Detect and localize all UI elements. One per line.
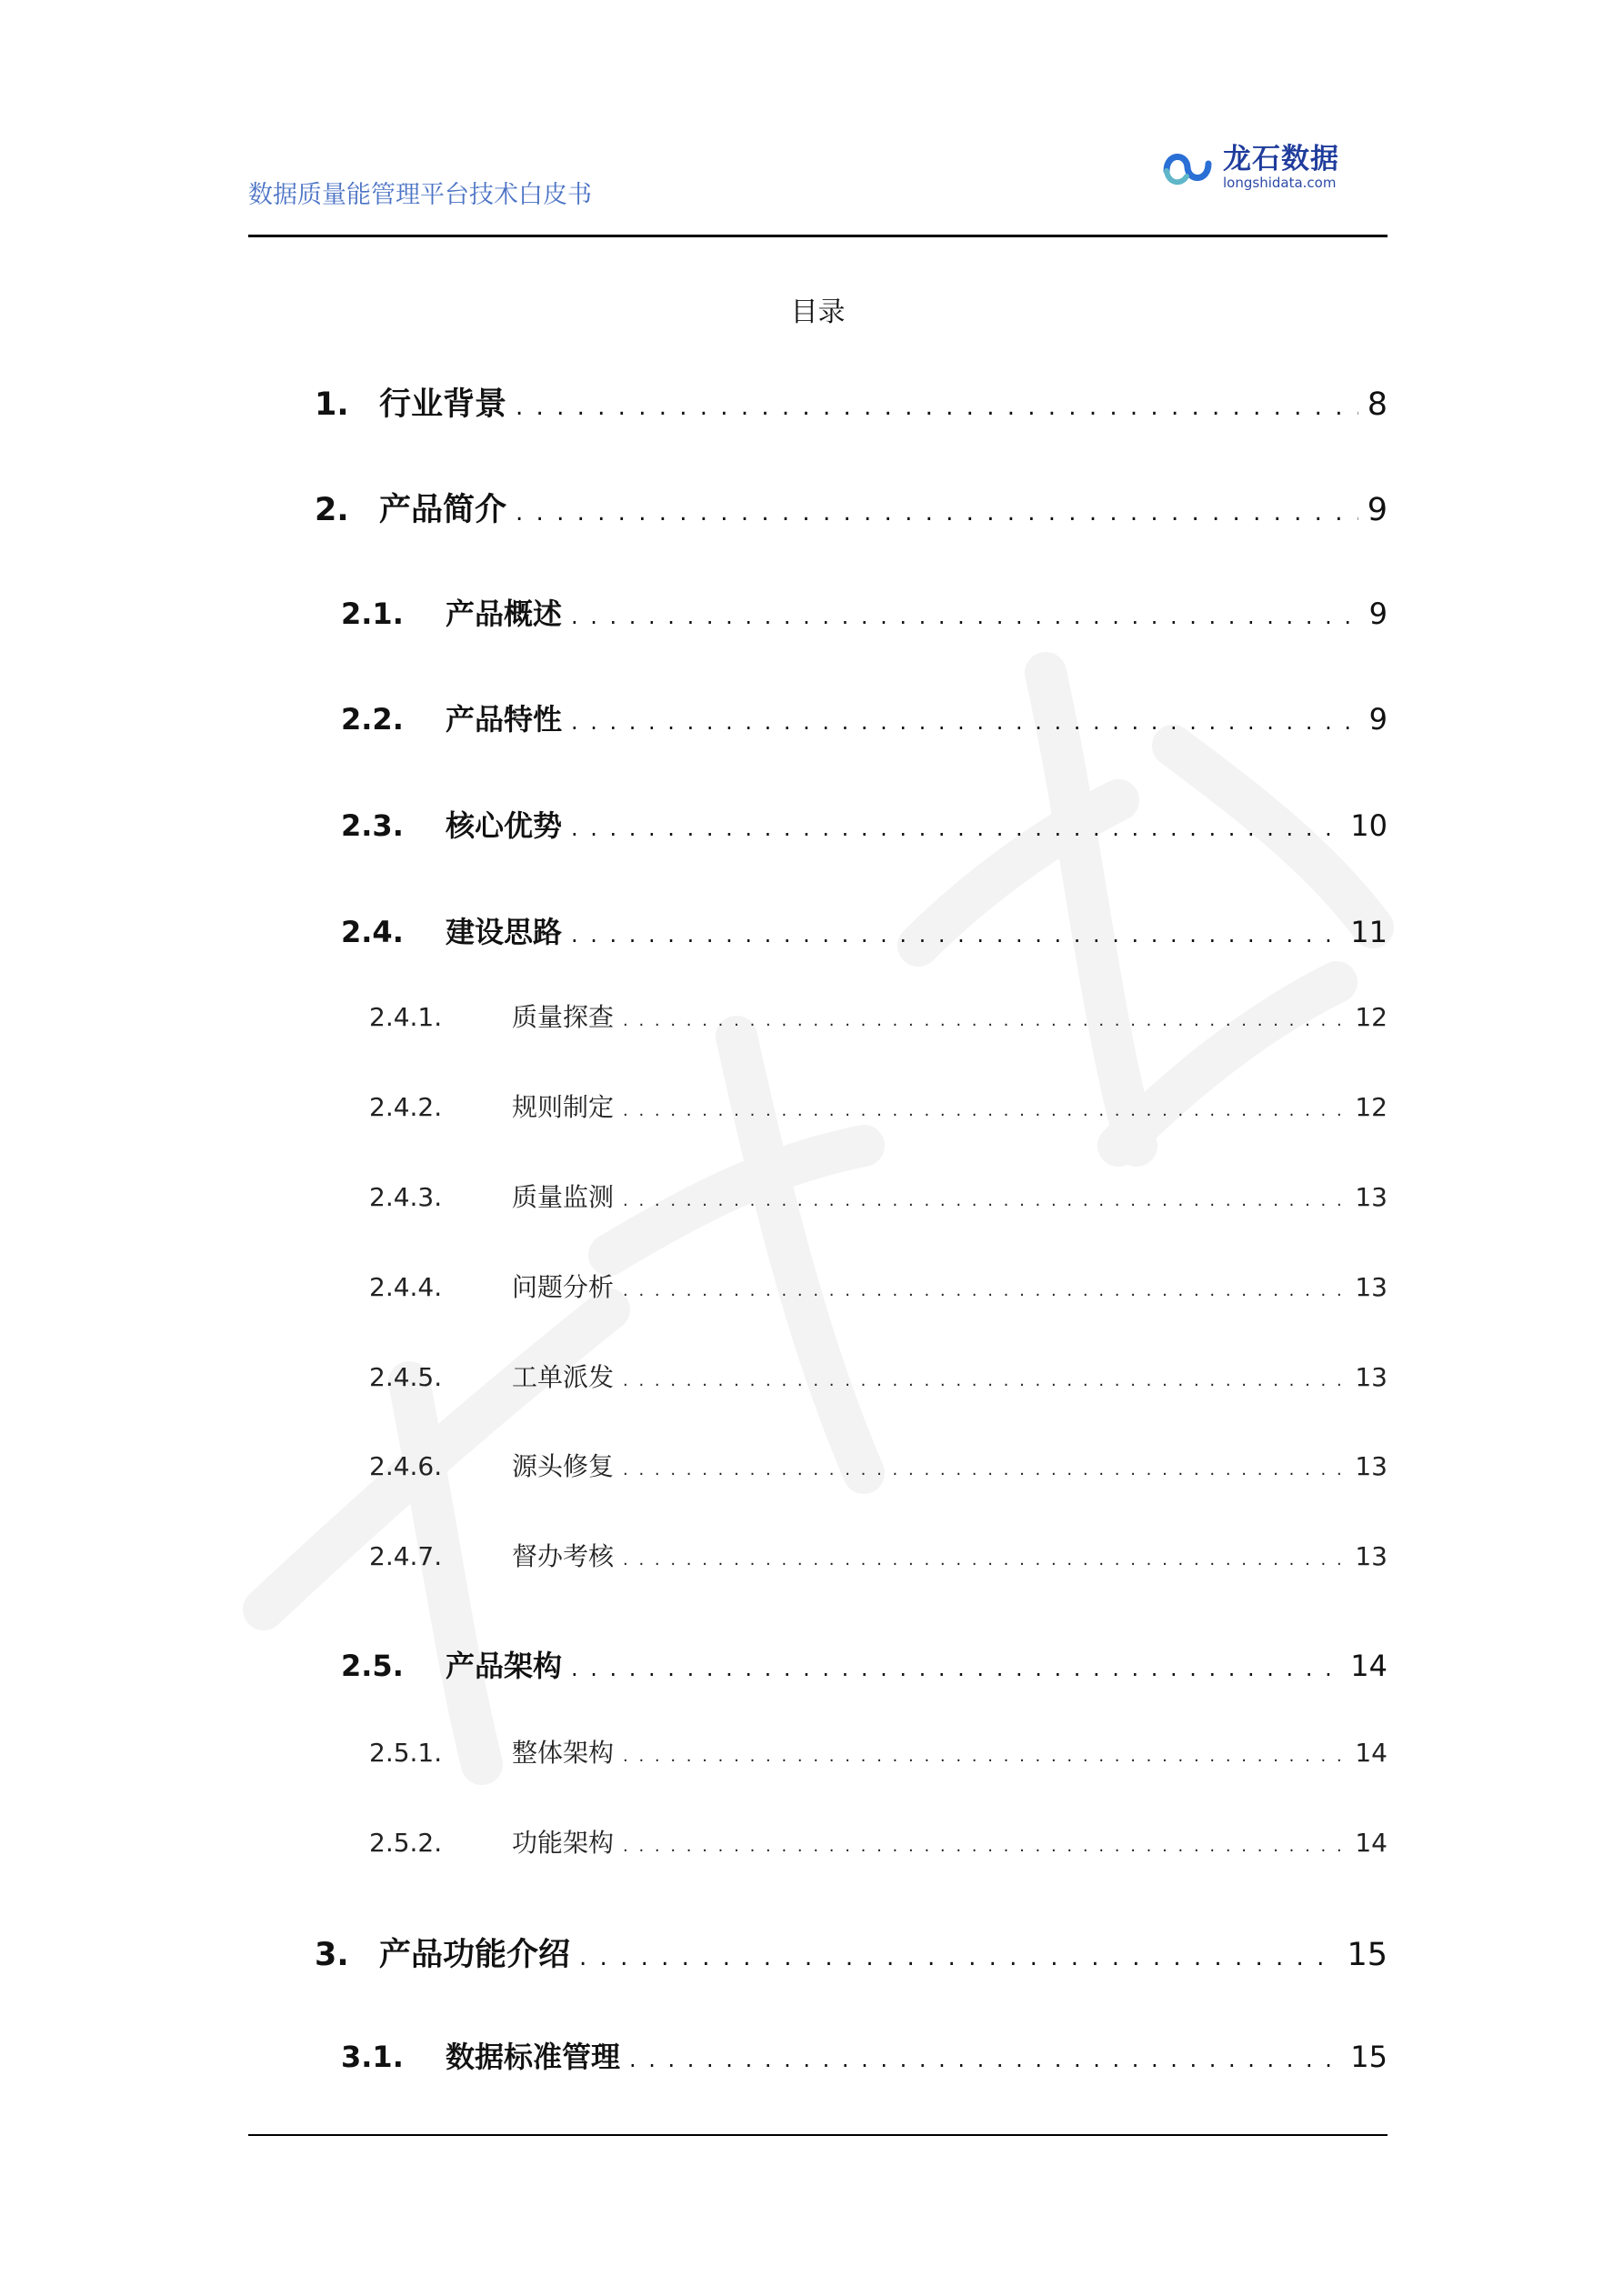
dot-leader	[579, 1944, 1337, 1971]
footer-rule	[248, 2134, 1388, 2136]
dot-leader	[623, 1371, 1346, 1390]
toc-entry-page: 13	[1355, 1541, 1388, 1571]
toc-entry-page: 9	[1367, 492, 1388, 528]
toc-entry-title: 产品功能介绍	[379, 1937, 571, 1973]
toc-entry[interactable]	[369, 1733, 1388, 1770]
toc-entry-page: 9	[1368, 597, 1388, 631]
toc-entry[interactable]	[341, 591, 1388, 633]
dot-leader	[623, 1460, 1346, 1479]
toc-entry-page: 14	[1350, 1649, 1388, 1683]
toc-entry-number: 2.4.1.	[369, 1002, 443, 1032]
toc-entry-page: 14	[1355, 1738, 1388, 1768]
toc-entry-title: 问题分析	[512, 1272, 615, 1302]
toc-entry-title: 产品简介	[379, 492, 507, 528]
toc-entry-number: 2.4.2.	[369, 1092, 443, 1122]
toc-entry[interactable]	[369, 1178, 1388, 1214]
toc-entry[interactable]	[369, 1537, 1388, 1573]
toc-entry-title: 规则制定	[512, 1092, 615, 1122]
toc-entry-page: 13	[1355, 1362, 1388, 1392]
dot-leader	[571, 816, 1341, 841]
toc-entry-page: 12	[1355, 1092, 1388, 1122]
toc-entry-title: 建设思路	[446, 915, 563, 949]
toc-entry-title: 产品概述	[446, 597, 563, 631]
toc-entry-title: 工单派发	[512, 1362, 615, 1392]
logo-cn-text: 龙石数据	[1223, 143, 1339, 175]
dot-leader	[623, 1281, 1346, 1300]
toc-entry-page: 15	[1347, 1937, 1388, 1973]
toc-entry-title: 源头修复	[512, 1451, 615, 1481]
dot-leader	[623, 1550, 1346, 1569]
toc-entry-title: 数据标准管理	[446, 2040, 621, 2074]
toc-entry-number: 2.2.	[341, 702, 404, 737]
toc-entry-number: 2.5.2.	[369, 1828, 443, 1858]
toc-entry-page: 8	[1367, 386, 1388, 423]
dot-leader	[623, 1837, 1346, 1856]
toc-entry-page: 10	[1350, 808, 1388, 843]
dot-leader	[516, 394, 1358, 421]
toc-entry-number: 2.1.	[341, 597, 404, 631]
toc-entry[interactable]	[369, 1823, 1388, 1860]
dot-leader	[516, 499, 1358, 526]
toc-entry[interactable]	[341, 803, 1388, 845]
toc-entry-page: 13	[1355, 1272, 1388, 1302]
toc-entry[interactable]	[341, 909, 1388, 951]
toc-entry-title: 核心优势	[446, 808, 563, 843]
toc-entry-title: 产品架构	[446, 1649, 563, 1683]
toc-entry-number: 1.	[315, 386, 349, 423]
toc-entry-page: 13	[1355, 1182, 1388, 1212]
toc-entry[interactable]	[341, 1643, 1388, 1685]
toc-entry[interactable]	[369, 1088, 1388, 1124]
toc-entry-page: 14	[1355, 1828, 1388, 1858]
dot-leader	[571, 709, 1360, 735]
toc-entry-number: 2.4.6.	[369, 1451, 443, 1481]
toc-entry[interactable]	[369, 998, 1388, 1034]
toc-entry-number: 3.1.	[341, 2040, 404, 2074]
toc-entry-title: 产品特性	[446, 702, 563, 737]
header-rule	[248, 235, 1388, 237]
toc-entry[interactable]	[369, 1358, 1388, 1394]
toc-entry[interactable]	[341, 2034, 1388, 2076]
toc-entry-number: 2.5.	[341, 1649, 404, 1683]
toc-entry-number: 2.4.7.	[369, 1541, 443, 1571]
header-title: 数据质量能管理平台技术白皮书	[248, 181, 592, 209]
toc-entry[interactable]	[315, 379, 1388, 425]
toc-title: 目录	[790, 296, 846, 328]
toc-entry-page: 11	[1350, 915, 1388, 949]
toc-entry-title: 整体架构	[512, 1738, 615, 1768]
toc-entry-title: 督办考核	[512, 1541, 615, 1571]
dot-leader	[623, 1747, 1346, 1766]
toc-entry[interactable]	[315, 1930, 1388, 1975]
toc-entry-page: 9	[1368, 702, 1388, 737]
toc-entry-number: 2.4.4.	[369, 1272, 443, 1302]
toc-entry-title: 行业背景	[379, 386, 507, 423]
company-logo	[1159, 144, 1339, 191]
dot-leader	[571, 604, 1360, 629]
toc-entry-page: 15	[1350, 2040, 1388, 2074]
toc-entry-number: 2.4.5.	[369, 1362, 443, 1392]
toc-entry-number: 2.4.3.	[369, 1182, 443, 1212]
toc-entry-page: 12	[1355, 1002, 1388, 1032]
toc-entry-page: 13	[1355, 1451, 1388, 1481]
dot-leader	[623, 1101, 1346, 1120]
toc-entry-title: 质量探查	[512, 1002, 615, 1032]
dot-leader	[629, 2047, 1341, 2072]
toc-entry-title: 质量监测	[512, 1182, 615, 1212]
toc-entry-number: 2.3.	[341, 808, 404, 843]
toc-entry-number: 2.	[315, 492, 349, 528]
toc-entry-number: 2.4.	[341, 915, 404, 949]
dot-leader	[623, 1011, 1346, 1030]
dot-leader	[623, 1191, 1346, 1210]
logo-mark-icon	[1159, 144, 1216, 191]
toc-entry-number: 3.	[315, 1937, 349, 1973]
toc-entry[interactable]	[369, 1447, 1388, 1483]
toc-entry[interactable]	[315, 485, 1388, 530]
toc-entry[interactable]	[341, 697, 1388, 738]
dot-leader	[571, 922, 1341, 947]
toc-entry-number: 2.5.1.	[369, 1738, 443, 1768]
logo-en-text: longshidata.com	[1223, 175, 1337, 191]
toc-entry[interactable]	[369, 1268, 1388, 1304]
dot-leader	[571, 1656, 1341, 1681]
toc-entry-title: 功能架构	[512, 1828, 615, 1858]
